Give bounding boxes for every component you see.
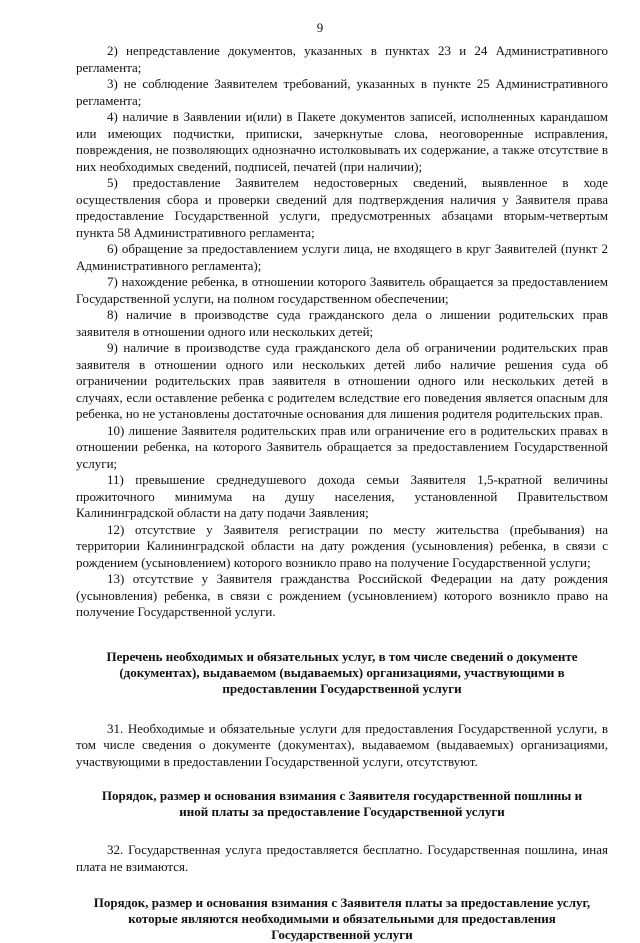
list-item-4: 4) наличие в Заявлении и(или) в Пакете документов записей, исполненных карандашом или имеющих подчистки, приписки, зачеркнутые слова, неоговоренные исправления, повреждения, не позволяющих однозначно истолковывать их содержание, а также отсутствие в них необходимых сведений, подписей, печатей (при наличии); [76,109,608,174]
paragraph-31: 31. Необходимые и обязательные услуги для предоставления Государственной услуги, в том числе сведения о документе (документах), выдаваемом (выдаваемых) организациями, участвующими в предоставлении Государственной услуги, отсутствуют. [76,720,608,769]
list-item-10: 10) лишение Заявителя родительских прав или ограничение его в родительских правах в отношении ребенка, на которого Заявитель обращается за предоставлением Государственной услуги; [76,422,608,471]
heading-line: Перечень необходимых и обязательных услуг, в том числе сведений о документе [106,648,578,664]
list-item-8: 8) наличие в производстве суда гражданского дела о лишении родительских прав заявителя в отношении одного или нескольких детей; [76,307,608,339]
section-heading-state-fee [76,788,608,820]
list-item-13: 13) отсутствие у Заявителя гражданства Российской Федерации на дату рождения (усыновления) ребенка, в связи с рождением (усыновлением) которого возникло право на получение Государственной услуги. [76,571,608,619]
section-heading-service-payment [76,895,608,943]
paragraph-32: 32. Государственная услуга предоставляется бесплатно. Государственная пошлина, иная плата не взимаются. [76,842,608,874]
document-body [76,43,608,943]
list-item-2: 2) непредставление документов, указанных в пунктах 23 и 24 Административного регламента; [76,43,608,75]
section-heading-required-services [76,649,608,697]
page-number: 9 [316,20,324,35]
heading-line: предоставлении Государственной услуги [222,680,462,696]
heading-line: Порядок, размер и основания взимания с Заявителя государственной пошлины и [101,788,583,803]
list-item-5: 5) предоставление Заявителем недостоверных сведений, выявленное в ходе осуществления сбора и проверки сведений для подтверждения наличия у Заявителя права предоставление Государственной услуги, предусмотренных абзацами вторым-четвертым пункта 58 Административного регламента; [76,175,608,240]
list-item-3: 3) не соблюдение Заявителем требований, указанных в пункте 25 Административного регламента; [76,76,608,108]
list-item-12: 12) отсутствие у Заявителя регистрации по месту жительства (пребывания) на территории Калининградской области на дату рождения (усыновления) ребенка, в связи с рождением (усыновлением) которого возникло право на получение Государственной услуги; [76,521,608,570]
heading-line: (документах), выдаваемом (выдаваемых) организациями, участвующими в [119,664,565,680]
heading-line: Порядок, размер и основания взимания с Заявителя платы за предоставление услуг, [93,895,591,910]
heading-line: Государственной услуги [271,927,413,942]
list-item-11: 11) превышение среднедушевого дохода семьи Заявителя 1,5-кратной величины прожиточного минимума на душу населения, установленной Правительством Калининградской области на дату подачи Заявления; [76,472,608,520]
list-item-6: 6) обращение за предоставлением услуги лица, не входящего в круг Заявителей (пункт 2 Административного регламента); [76,241,608,273]
list-item-7: 7) нахождение ребенка, в отношении которого Заявитель обращается за предоставлением Государственной услуги, на полном государственном обеспечении; [76,274,608,306]
heading-line: которые являются необходимыми и обязательными для предоставления [128,911,556,926]
list-item-9: 9) наличие в производстве суда гражданского дела об ограничении родительских прав заявителя в отношении одного или нескольких детей либо наличие решения суда об ограничении родительских прав заявителя в отношении одного или нескольких детей в случаях, если оставление ребенка с родителем вследствие его поведения является опасным для ребенка, но не установлены достаточные основания для лишения родителя родительских прав. [76,340,608,421]
heading-line: иной платы за предоставление Государственной услуги [179,804,505,819]
